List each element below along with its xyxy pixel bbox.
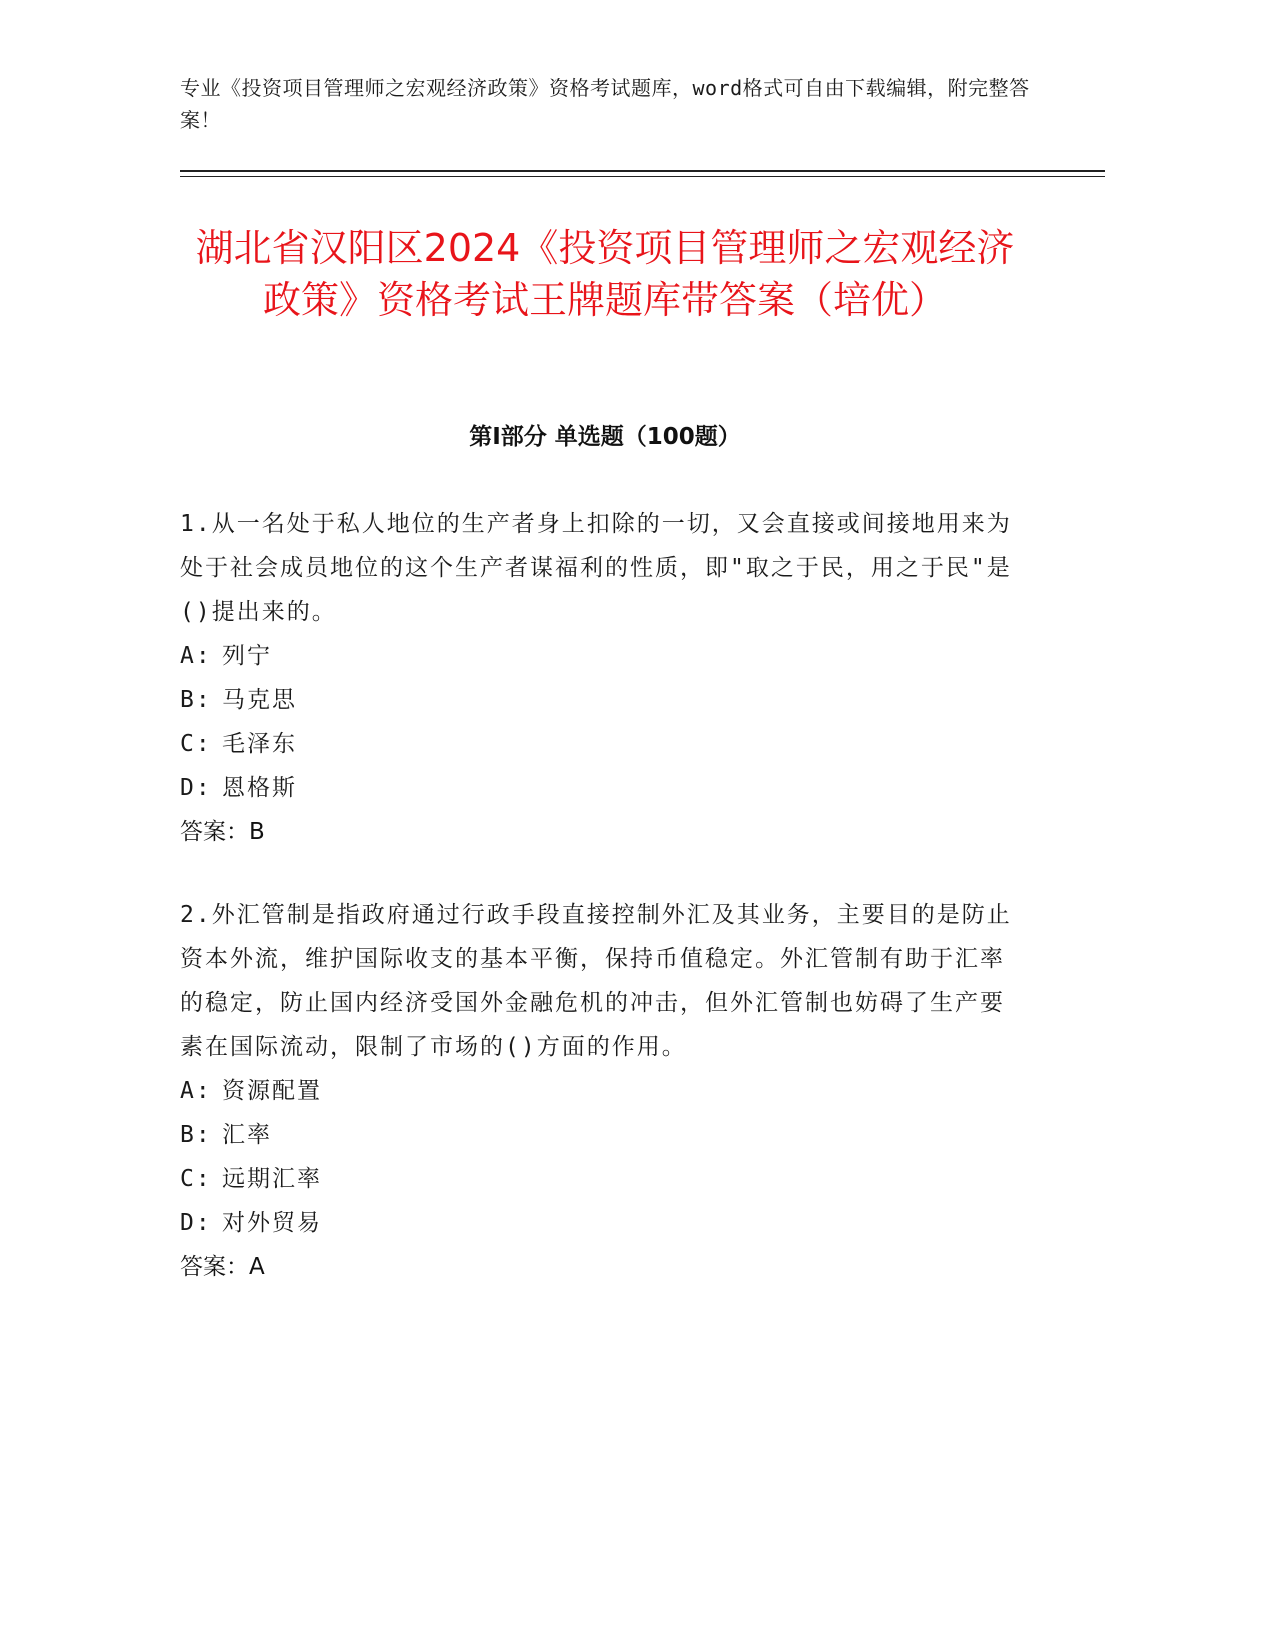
option-d [180, 766, 1020, 810]
option-b [180, 678, 1020, 722]
option-text: 列宁 [222, 643, 272, 669]
option-key: C: [180, 1166, 212, 1192]
question-stem: 1.从一名处于私人地位的生产者身上扣除的一切，又会直接或间接地用来为处于社会成员地位的这个生产者谋福利的性质，即"取之于民，用之于民"是()提出来的。 [180, 511, 1012, 625]
option-text: 对外贸易 [222, 1210, 322, 1236]
option-a [180, 1069, 1020, 1113]
header-divider-thick [180, 170, 1105, 172]
option-key: B: [180, 1122, 212, 1148]
question-stem: 2.外汇管制是指政府通过行政手段直接控制外汇及其业务，主要目的是防止资本外流，维护国际收支的基本平衡，保持币值稳定。外汇管制有助于汇率的稳定，防止国内经济受国外金融危机的冲击，但外汇管制也妨碍了生产要素在国际流动，限制了市场的()方面的作用。 [180, 902, 1012, 1060]
option-key: C: [180, 731, 212, 757]
option-text: 资源配置 [222, 1078, 322, 1104]
question-2 [180, 893, 1020, 1289]
section-title: 第Ⅰ部分 单选题（100题） [469, 424, 741, 450]
option-key: D: [180, 1210, 212, 1236]
answer: 答案：A [180, 1254, 265, 1280]
option-d [180, 1201, 1020, 1245]
option-text: 远期汇率 [222, 1166, 322, 1192]
option-text: 恩格斯 [222, 775, 297, 801]
option-key: B: [180, 687, 212, 713]
option-a [180, 634, 1020, 678]
header-note: 专业《投资项目管理师之宏观经济政策》资格考试题库，word格式可自由下载编辑，附完整答案！ [180, 76, 1030, 132]
question-1 [180, 502, 1020, 854]
header-divider-thin [180, 176, 1105, 177]
answer: 答案：B [180, 819, 265, 845]
option-c [180, 1157, 1020, 1201]
option-b [180, 1113, 1020, 1157]
option-text: 毛泽东 [222, 731, 297, 757]
option-text: 汇率 [222, 1122, 272, 1148]
document-title: 湖北省汉阳区2024《投资项目管理师之宏观经济政策》资格考试王牌题库带答案（培优） [195, 226, 1015, 322]
option-key: A: [180, 1078, 212, 1104]
option-c [180, 722, 1020, 766]
option-key: A: [180, 643, 212, 669]
option-text: 马克思 [222, 687, 297, 713]
option-key: D: [180, 775, 212, 801]
